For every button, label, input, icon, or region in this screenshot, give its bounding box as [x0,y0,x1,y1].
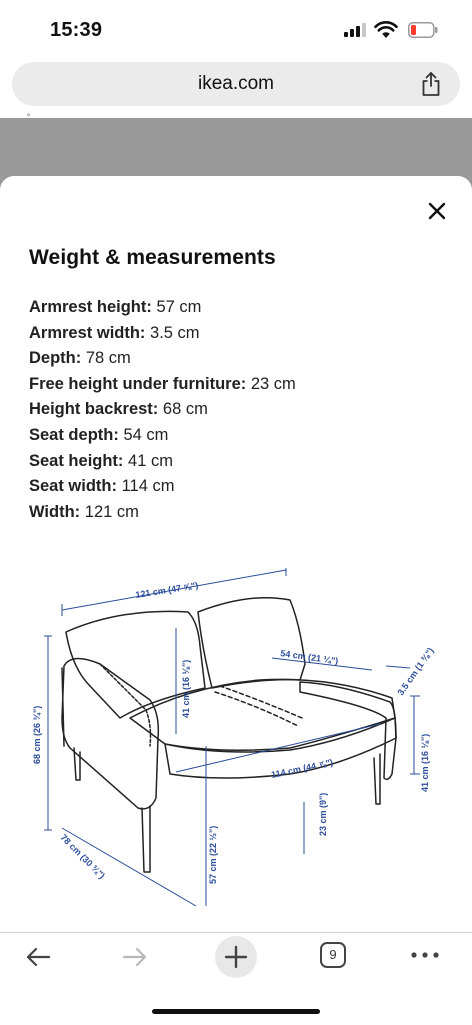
spec-label: Armrest width: [29,323,146,342]
sofa-dimension-illustration [0,568,472,934]
dim-armrest-width: 3.5 cm (1 ⅜") [395,645,436,698]
url-text[interactable]: ikea.com [197,73,275,94]
dim-height-backrest: 68 cm (26 ¾") [32,705,42,764]
spec-label: Free height under furniture: [29,374,247,393]
close-icon[interactable] [426,200,448,222]
spec-value: 3.5 cm [150,323,200,342]
dim-seat-height: 41 cm (16 ⅛") [420,733,430,792]
sheet-title: Weight & measurements [29,246,276,269]
spec-value: 57 cm [156,298,202,316]
dim-depth: 78 cm (30 ¾") [58,832,107,881]
tab-count: 9 [329,947,337,962]
dim-seat-width: 114 cm (44 ⅞") [270,757,334,780]
spec-label: Armrest height: [29,298,152,316]
spec-item [29,449,296,475]
spec-item [29,372,296,398]
spec-label: Seat depth: [29,425,119,444]
spec-value: 121 cm [84,502,139,521]
spec-item [29,295,296,321]
spec-item [29,321,296,347]
spec-item [29,346,296,372]
sofa-drawing [62,598,396,872]
dimension-lines [44,568,420,906]
spec-label: Depth: [29,349,82,368]
underlying-page-fragment: ˚ [27,114,31,125]
tab-switcher-button[interactable] [320,942,346,968]
spec-value: 23 cm [250,374,296,393]
spec-item [29,474,296,500]
wifi-icon [374,21,398,39]
spec-value: 54 cm [123,425,169,444]
dim-seat-depth: 54 cm (21 ¼") [279,648,339,667]
spec-value: 41 cm [128,451,173,470]
spec-label: Seat height: [29,451,124,470]
address-bar[interactable] [12,62,460,106]
new-tab-plus-icon[interactable] [214,935,258,979]
home-indicator[interactable] [152,1009,320,1014]
status-bar [0,0,472,60]
spec-label: Width: [29,502,81,521]
spec-value: 114 cm [121,477,175,496]
spec-item [29,397,296,423]
back-arrow-icon[interactable] [24,943,52,971]
cellular-signal-icon [344,23,366,37]
spec-item [29,500,296,526]
spec-list [29,295,296,525]
share-icon[interactable] [420,71,442,97]
spec-label: Height backrest: [29,400,159,419]
measurements-sheet [0,176,472,934]
spec-value: 78 cm [85,349,131,368]
spec-item [29,423,296,449]
forward-arrow-icon[interactable] [121,943,149,971]
dim-armrest-height: 57 cm (22 ½") [208,825,218,884]
dim-backrest-inner: 41 cm (16 ⅛") [181,659,191,718]
more-menu-icon[interactable] [410,951,440,959]
dim-width: 121 cm (47 ⅝") [134,580,199,600]
battery-low-icon [408,22,438,38]
spec-value: 68 cm [162,400,208,419]
status-time: 15:39 [50,19,103,41]
spec-label: Seat width: [29,477,118,496]
dim-free-height: 23 cm (9") [318,792,328,836]
